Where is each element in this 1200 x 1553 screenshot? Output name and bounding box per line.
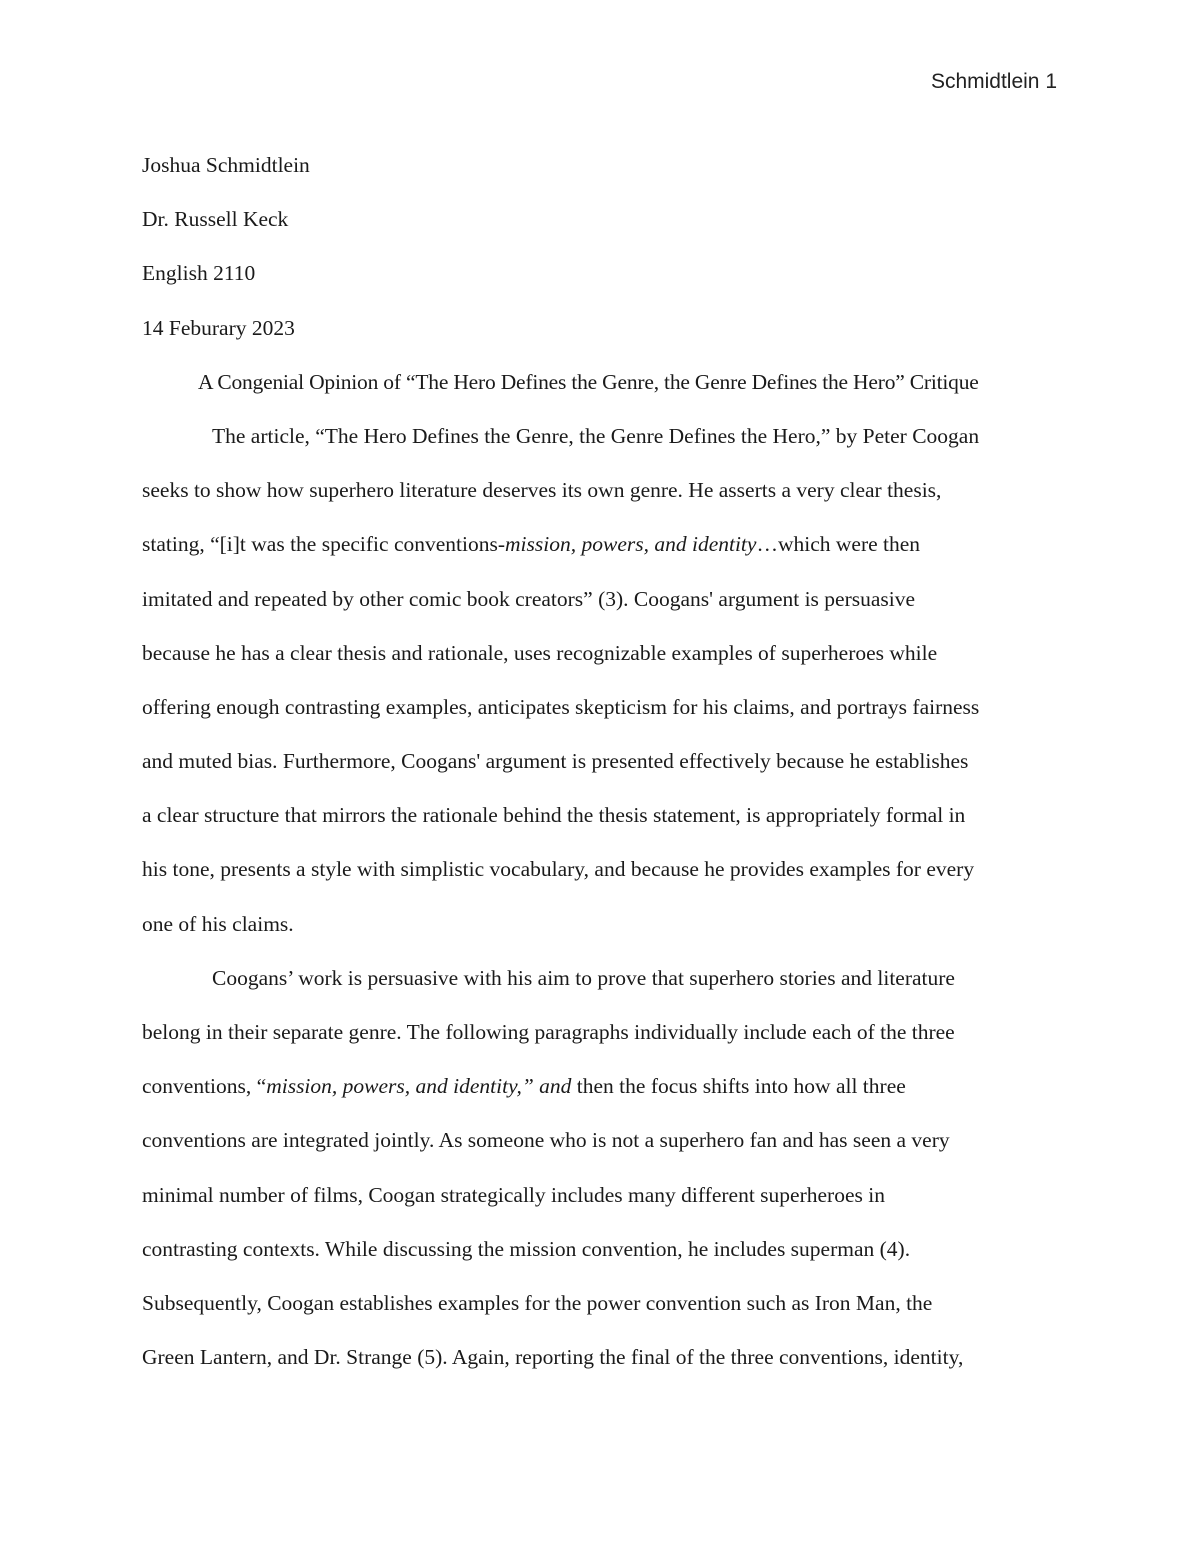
document-body	[142, 138, 1060, 1384]
text-line: offering enough contrasting examples, anticipates skepticism for his claims, and portrays fairness	[142, 694, 980, 719]
paragraph-1	[142, 409, 1060, 951]
instructor-name: Dr. Russell Keck	[142, 207, 289, 232]
text-line: Subsequently, Coogan establishes examples for the power convention such as Iron Man, the	[142, 1290, 933, 1315]
text-line: a clear structure that mirrors the rationale behind the thesis statement, is appropriately formal in	[142, 803, 966, 828]
text-run: stating, “[i]t was the specific conventions-	[142, 532, 506, 557]
paragraph-2	[142, 951, 1060, 1385]
text-run: …which were then	[756, 532, 921, 557]
text-line: one of his claims.	[142, 911, 294, 936]
text-line: contrasting contexts. While discussing the mission convention, he includes superman (4).	[142, 1236, 911, 1261]
text-line: and muted bias. Furthermore, Coogans' argument is presented effectively because he establishes	[142, 749, 969, 774]
author-name: Joshua Schmidtlein	[142, 153, 310, 177]
text-line: Green Lantern, and Dr. Strange (5). Again, reporting the final of the three conventions, identity,	[142, 1345, 964, 1370]
text-line: because he has a clear thesis and rationale, uses recognizable examples of superheroes while	[142, 640, 938, 665]
text-run: then the focus shifts into how all three	[571, 1074, 906, 1099]
running-head: Schmidtlein 1	[930, 70, 1057, 93]
text-line: conventions are integrated jointly. As someone who is not a superhero fan and has seen a very	[142, 1128, 950, 1153]
text-line	[142, 1059, 1060, 1113]
italic-quote: mission, powers, and identity	[505, 532, 757, 557]
text-line: minimal number of films, Coogan strategically includes many different superheroes in	[142, 1182, 885, 1207]
text-line: his tone, presents a style with simplistic vocabulary, and because he provides examples for every	[142, 857, 975, 882]
date-line: 14 Feburary 2023	[142, 315, 295, 340]
text-line: imitated and repeated by other comic book creators” (3). Coogans' argument is persuasive	[142, 586, 916, 611]
text-line: The article, “The Hero Defines the Genre, the Genre Defines the Hero,” by Peter Coogan	[212, 423, 980, 448]
course-name: English 2110	[142, 261, 256, 286]
text-line	[142, 517, 1060, 571]
text-line: belong in their separate genre. The following paragraphs individually include each of the three	[142, 1020, 955, 1044]
text-run: conventions, “	[142, 1074, 267, 1099]
essay-title: A Congenial Opinion of “The Hero Defines the Genre, the Genre Defines the Hero” Critique	[198, 369, 979, 394]
italic-quote: mission, powers, and identity,” and	[266, 1074, 572, 1099]
text-line: Coogans’ work is persuasive with his aim to prove that superhero stories and literature	[212, 965, 955, 990]
text-line: seeks to show how superhero literature deserves its own genre. He asserts a very clear thesis,	[142, 478, 942, 503]
